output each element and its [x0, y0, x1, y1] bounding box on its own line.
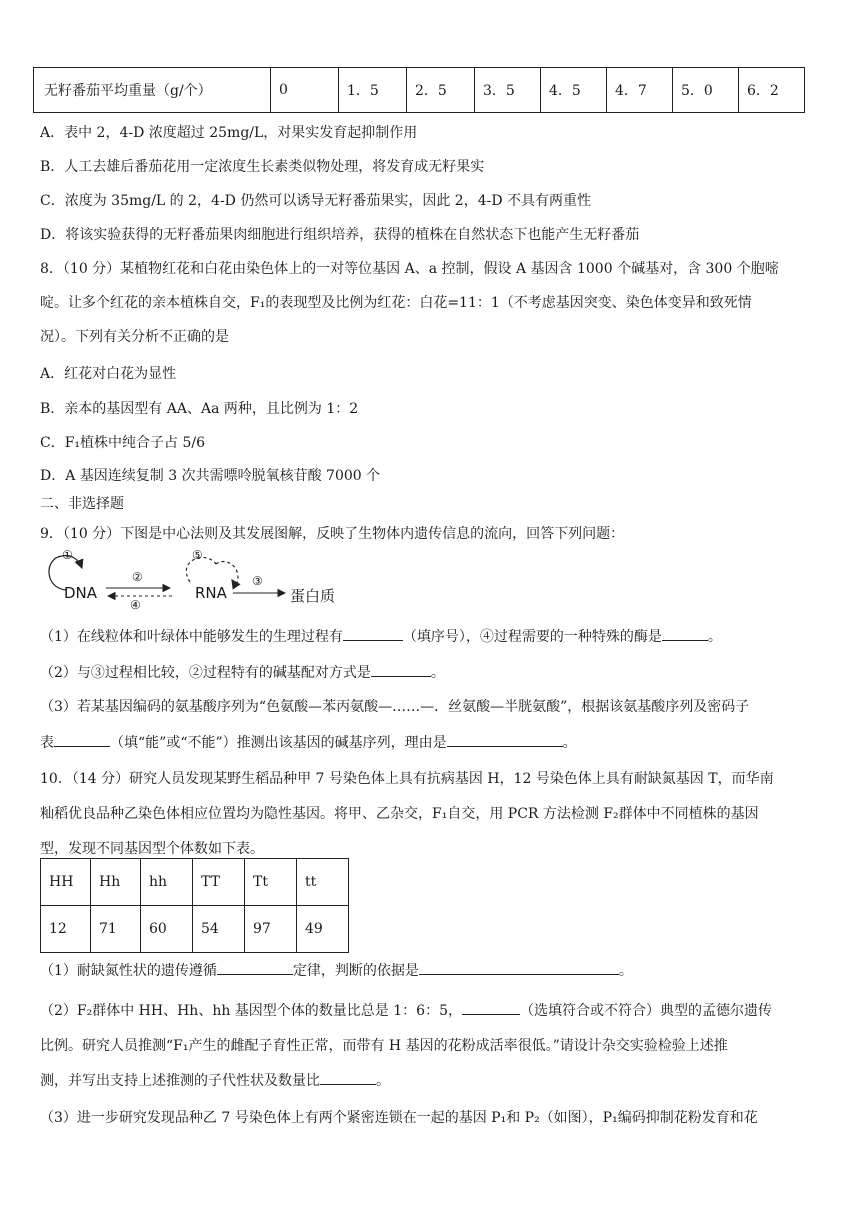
table-row	[41, 906, 349, 953]
table-cell: 71	[91, 906, 141, 953]
q7-option-a: A．表中 2，4-D 浓度超过 25mg/L，对果实发育起抑制作用	[40, 125, 418, 141]
q9-part3-text: （填“能”或“不能”）推测出该基因的碱基序列，理由是	[110, 735, 447, 751]
q10-stem-line: 10．（14 分）研究人员发现某野生稻品种甲 7 号染色体上具有抗病基因 H，12 号染色体上具有耐缺氮基因 T，而华南	[40, 771, 774, 787]
answer-blank[interactable]	[662, 628, 708, 641]
table-header-cell: 无籽番茄平均重量（g/个）	[34, 68, 271, 113]
table-cell: 49	[297, 906, 349, 953]
table-cell: 0	[271, 68, 339, 113]
q10-part2-line1	[40, 1000, 772, 1020]
table-cell: 4．7	[607, 68, 673, 113]
central-dogma-diagram	[40, 548, 360, 614]
q10-part2-line3	[40, 1070, 390, 1090]
diagram-label-rna: RNA	[195, 584, 227, 602]
answer-blank[interactable]	[217, 962, 293, 975]
q9-part3-line1: （3）若某基因编码的氨基酸序列为“色氨酸—苯丙氨酸—……—．丝氨酸—半胱氨酸”，根据该氨基酸序列及密码子	[40, 699, 750, 715]
table-header-cell: hh	[141, 859, 193, 906]
diagram-label-5: ⑤	[192, 548, 203, 562]
genotype-table	[40, 858, 349, 953]
diagram-label-1: ①	[62, 548, 73, 562]
table-header-cell: Tt	[245, 859, 297, 906]
table-header-cell: Hh	[91, 859, 141, 906]
table-header-cell: TT	[193, 859, 245, 906]
table-cell: 54	[193, 906, 245, 953]
q10-part1-text: 定律，判断的依据是	[292, 963, 419, 979]
table-header-cell: tt	[297, 859, 349, 906]
table-row	[34, 68, 805, 113]
q8-stem-line: 啶。让多个红花的亲本植株自交，F₁的表现型及比例为红花：白花=11：1（不考虑基因突变、染色体变异和致死情	[40, 295, 752, 311]
q7-option-d: D．将该实验获得的无籽番茄果肉细胞进行组织培养，获得的植株在自然状态下也能产生无籽番茄	[40, 227, 640, 243]
answer-blank[interactable]	[462, 1002, 520, 1015]
table-cell: 5．0	[673, 68, 739, 113]
q10-part2-text: （选填符合或不符合）典型的孟德尔遗传	[519, 1003, 772, 1019]
q9-part3-text: 表	[40, 735, 54, 751]
q10-part3-line1: （3）进一步研究发现品种乙 7 号染色体上有两个紧密连锁在一起的基因 P₁和 P₂（如图），P₁编码抑制花粉发育和花	[40, 1110, 758, 1126]
q8-option-a: A．红花对白花为显性	[40, 366, 177, 382]
q9-part1-text: （1）在线粒体和叶绿体中能够发生的生理过程有	[40, 629, 343, 645]
q9-part1-text: （填序号），④过程需要的一种特殊的酶是	[402, 629, 662, 645]
q9-part3-text: 。	[562, 735, 577, 751]
q9-part2-text: （2）与③过程相比较，②过程特有的碱基配对方式是	[40, 665, 371, 681]
q10-part1	[40, 960, 633, 980]
table-cell: 4．5	[541, 68, 607, 113]
q10-part2-text: 。	[376, 1073, 390, 1089]
q10-stem-line: 籼稻优良品种乙染色体相应位置均为隐性基因。将甲、乙杂交，F₁自交，用 PCR 方法检测 F₂群体中不同植株的基因	[40, 806, 759, 822]
q9-intro: 9．（10 分）下图是中心法则及其发展图解，反映了生物体内遗传信息的流向，回答下列问题：	[40, 526, 625, 542]
q10-part1-text: （1）耐缺氮性状的遗传遵循	[40, 963, 217, 979]
answer-blank[interactable]	[371, 664, 431, 677]
table-row	[41, 859, 349, 906]
table-cell: 60	[141, 906, 193, 953]
q10-part2-text: 测，并写出支持上述推测的子代性状及数量比	[40, 1073, 320, 1089]
table-header-cell: HH	[41, 859, 91, 906]
answer-blank[interactable]	[447, 734, 563, 747]
table-cell: 2．5	[407, 68, 475, 113]
q9-part2	[40, 662, 445, 682]
q8-option-c: C．F₁植株中纯合子占 5/6	[40, 435, 206, 451]
q10-stem-line: 型，发现不同基因型个体数如下表。	[40, 841, 264, 857]
q8-stem-line: 8．（10 分）某植物红花和白花由染色体上的一对等位基因 A、a 控制，假设 A 基因含 1000 个碱基对，含 300 个胞嘧	[40, 261, 779, 277]
diagram-label-protein: 蛋白质	[290, 587, 336, 605]
q8-option-d: D．A 基因连续复制 3 次共需嘌呤脱氧核苷酸 7000 个	[40, 468, 381, 484]
answer-blank[interactable]	[343, 628, 403, 641]
answer-blank[interactable]	[54, 734, 110, 747]
table-cell: 97	[245, 906, 297, 953]
table-cell: 3．5	[475, 68, 541, 113]
q8-stem-line: 况）。下列有关分析不正确的是	[40, 329, 229, 345]
q9-part1-text: 。	[707, 629, 722, 645]
q9-part1	[40, 626, 722, 646]
answer-blank[interactable]	[320, 1072, 376, 1085]
table-cell: 12	[41, 906, 91, 953]
q10-part2-line2: 比例。研究人员推测“F₁产生的雌配子育性正常，而带有 H 基因的花粉成活率很低。”请设计杂交实验检验上述推	[40, 1038, 728, 1054]
q10-part2-text: （2）F₂群体中 HH、Hh、hh 基因型个体的数量比总是 1：6：5，	[40, 1003, 462, 1019]
weight-table	[33, 67, 805, 113]
q9-part2-text: 。	[430, 665, 445, 681]
diagram-label-2: ②	[132, 570, 143, 584]
q10-part1-text: 。	[618, 963, 633, 979]
table-cell: 1．5	[339, 68, 407, 113]
table-cell: 6．2	[739, 68, 805, 113]
section-heading: 二、非选择题	[40, 496, 124, 512]
q7-option-b: B．人工去雄后番茄花用一定浓度生长素类似物处理，将发育成无籽果实	[40, 159, 485, 175]
diagram-label-4: ④	[130, 598, 141, 612]
q7-option-c: C．浓度为 35mg/L 的 2，4-D 仍然可以诱导无籽番茄果实，因此 2，4-D 不具有两重性	[40, 193, 592, 209]
q9-part3-line2	[40, 732, 577, 752]
diagram-label-dna: DNA	[64, 584, 98, 602]
answer-blank[interactable]	[419, 962, 619, 975]
q8-option-b: B．亲本的基因型有 AA、Aa 两种，且比例为 1：2	[40, 401, 359, 417]
diagram-label-3: ③	[252, 574, 263, 588]
